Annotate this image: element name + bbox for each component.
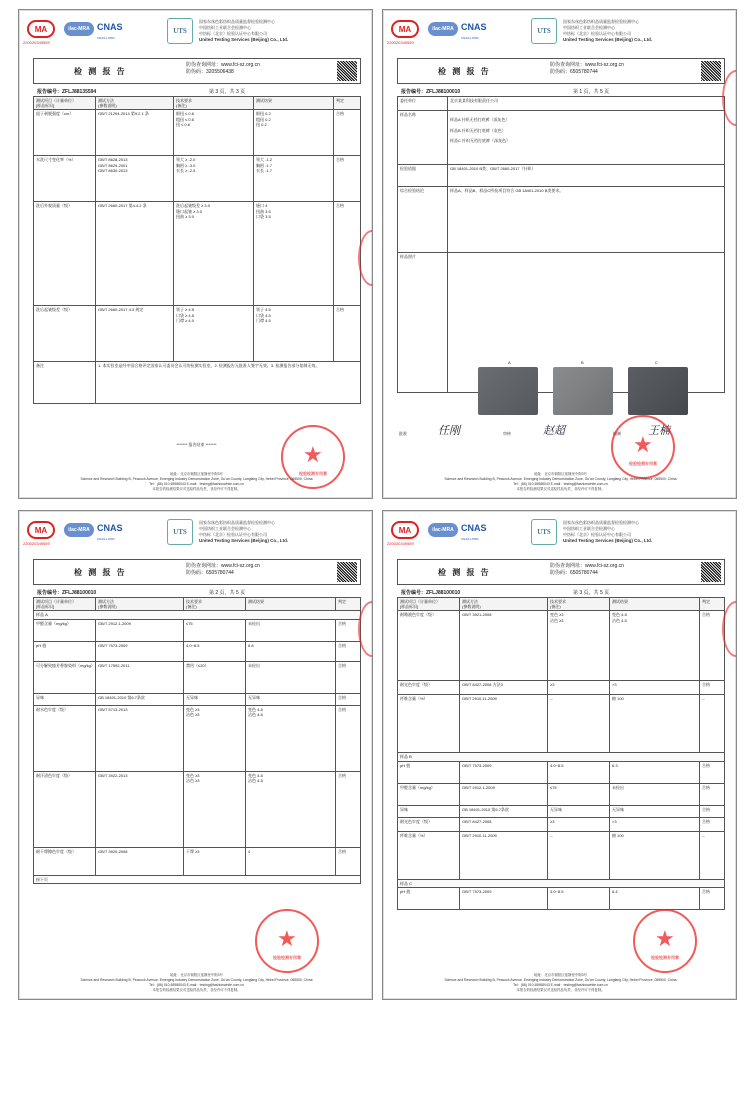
center-name: 国家东丝色彩纺织品质量监督检验检测中心 中国纺织工业联合会检测中心 中纺标（北京）检验认证中心有限公司 United Testing Services (Beijing) Co., Ltd. — [563, 19, 653, 42]
cnas-number: CNAS L0784 — [461, 537, 479, 541]
center-name: 国家东丝色彩纺织品质量监督检验检测中心 中国纺织工业联合会检测中心 中纺标（北京）检验认证中心有限公司 United Testing Services (Beijing) Co., Ltd. — [199, 19, 289, 42]
ilac-logo-icon: ilac-MRA — [428, 523, 458, 537]
page-number: 第 3 页，共 5 页 — [573, 590, 610, 596]
table-row: pH 值 GB/T 7573-2009 4.0~8.5 6.3 合格 — [398, 761, 725, 783]
uts-logo-icon: UTS — [167, 519, 193, 545]
ma-cert-number: 220020349559 — [23, 40, 50, 45]
stamp-star-icon: ★ — [633, 433, 653, 458]
approver-label: 批准 — [399, 431, 407, 436]
sample-label-c: C — [655, 360, 658, 365]
qr-code-icon — [701, 61, 721, 81]
verification-info: 防伪查询网址：www.fci-sz.org.cn 防伪码：3205506438 — [186, 62, 260, 75]
cnas-logo-icon: CNAS — [97, 523, 123, 533]
table-row: 综合检验结论 样品A、样品B、样品C所检项目符合 GB 18401-2010 B类要求。 — [398, 187, 725, 253]
report-end-marker: ******* 报告结束 ******* — [176, 442, 217, 447]
report-title-bar — [33, 58, 361, 84]
stamp-star-icon: ★ — [303, 443, 323, 468]
uts-logo-icon: UTS — [531, 18, 557, 44]
qr-code-icon — [701, 562, 721, 582]
results-table — [397, 597, 725, 910]
cnas-logo-icon: CNAS — [461, 523, 487, 533]
results-table — [33, 597, 361, 884]
approver-signature: 任刚 — [438, 424, 460, 437]
report-title: 检 测 报 告 — [438, 67, 491, 76]
page-number: 第 2 页，共 5 页 — [209, 590, 246, 596]
ilac-logo-icon: ilac-MRA — [64, 523, 94, 537]
report-number: 报告编号：ZFLJ88100010 — [401, 89, 461, 95]
report-footer: 地址：北京市朝阳区延静里中街3号 Science and Research Building B, Peacock Avenue, Emerging Industry Demonstration Zone, Gu'an County, Langfang City, Hebei Province, 065500, China Tel：(86) 010-65988043 E-mail：testing@fashionwhite.com.cn 本报告的检测结果仅对送检样品负责，非经许可不得复制。 — [444, 973, 677, 992]
cnas-number: CNAS L0784 — [97, 537, 115, 541]
verification-info: 防伪查询网址：www.fci-sz.org.cn 防伪码：6505780744 — [550, 62, 624, 75]
report-number: 报告编号：ZFLJ88100010 — [37, 590, 97, 596]
ma-logo-icon: MA — [27, 521, 55, 539]
table-row: 洗后起皱级差（级） GB/T 2660-2017 4.3 规定 领子 ≥ 4.5 口袋 ≥ 4.5 门襟 ≥ 4.0 领子 4.5 口袋 4.5 门襟 4.5 合格 — [34, 306, 361, 362]
table-row: 耐汗渍色牢度（级） GB/T 3922-2013 变色 ≥3 沾色 ≥3 变色 4-5 沾色 4-5 合格 — [34, 771, 361, 847]
report-page-4 — [382, 510, 737, 1000]
report-title-bar — [33, 559, 361, 585]
ma-logo-icon: MA — [27, 20, 55, 38]
table-row: 异味 GB 18401-2010 第6.7条款 无异味 无异味 合格 — [34, 693, 361, 705]
ma-logo-icon: MA — [391, 521, 419, 539]
sample-heading-row: 样品 C — [398, 879, 725, 887]
report-header — [383, 511, 736, 555]
table-row: 耐光色牢度（级） GB/T 8427-2008 方法3 ≥3 >3 合格 — [398, 681, 725, 695]
table-row: 异味 GB 18401-2010 第6.7条款 无异味 无异味 合格 — [398, 805, 725, 817]
table-row: 样品名称 样品A 针织无裆打底裤（深灰色） 样品B 针织无裆打底裤（灰色） 样品C 针织无裆打底裤（深灰色） — [398, 111, 725, 165]
uts-logo-icon: UTS — [531, 519, 557, 545]
uts-logo-icon: UTS — [167, 18, 193, 44]
report-title-bar — [397, 559, 725, 585]
report-title: 检 测 报 告 — [74, 67, 127, 76]
page-number: 第 3 页，共 3 页 — [209, 89, 246, 95]
table-row: 甲醛含量（mg/kg） GB/T 2912.1-2009 ≤75 未检出 合格 — [34, 619, 361, 641]
official-stamp: ★ 检验检测专用章 — [611, 415, 675, 479]
center-name: 国家东丝色彩纺织品质量监督检验检测中心 中国纺织工业联合会检测中心 中纺标（北京）检验认证中心有限公司 United Testing Services (Beijing) Co., Ltd. — [563, 520, 653, 543]
table-row: 耐干摩擦色牢度（级） GB/T 3920-2008 干摩 ≥3 4 合格 — [34, 847, 361, 875]
qr-code-icon — [337, 562, 357, 582]
table-header-row: 测试项目（计量单位） [样品标识] 测试方法 (参数说明) 技术要求 (备注) 测试结果 判定 — [34, 598, 361, 611]
table-row: 样品照片 — [398, 253, 725, 393]
cnas-number: CNAS L0784 — [461, 36, 479, 40]
table-row: 耐水色牢度（级） GB/T 5713-2013 变色 ≥3 沾色 ≥3 变色 4-5 沾色 4-5 合格 — [34, 705, 361, 771]
results-table — [33, 96, 361, 404]
center-name: 国家东丝色彩纺织品质量监督检验检测中心 中国纺织工业联合会检测中心 中纺标（北京）检验认证中心有限公司 United Testing Services (Beijing) Co., Ltd. — [199, 520, 289, 543]
table-header-row: 测试项目（计量单位） [样品标识] 测试方法 (参数说明) 技术要求 (备注) 测试结果 判定 — [34, 97, 361, 110]
ilac-logo-icon: ilac-MRA — [428, 22, 458, 36]
stamp-star-icon: ★ — [655, 927, 675, 952]
ma-logo-icon: MA — [391, 20, 419, 38]
sample-heading-row: 样品 B — [398, 753, 725, 761]
report-footer: 地址：北京市朝阳区延静里中街3号 Science and Research Building B, Peacock Avenue, Emerging Industry Demonstration Zone, Gu'an County, Langfang City, Hebei Province, 065500, China Tel：(86) 010-65988043 E-mail：testing@fashionwhite.com.cn 本报告的检测结果仅对送检样品负责，非经许可不得复制。 — [80, 973, 313, 992]
report-number: 报告编号：ZFLJ88100010 — [401, 590, 461, 596]
official-stamp: ★ 检验检测专用章 — [255, 909, 319, 973]
table-row: 耐唾液色牢度（级） GB/T 3921-2008 变色 ≥3 沾色 ≥3 变色 4-5 沾色 4-5 合格 — [398, 611, 725, 681]
report-page-2 — [382, 9, 737, 499]
sample-heading-row: 样品 A — [34, 611, 361, 619]
table-row: pH 值 GB/T 7573-2009 4.0~8.5 6.8 合格 — [34, 641, 361, 661]
table-row: 检验依据 GB 18401-2010 B类；GB/T 2660-2017（针织） — [398, 165, 725, 187]
sample-photo-c — [628, 367, 688, 415]
report-page-1 — [18, 9, 373, 499]
table-row: pH 值 GB/T 7573-2009 4.0~8.5 6.4 合格 — [398, 887, 725, 909]
report-header — [19, 511, 372, 555]
editor-signature: 王楠 — [648, 424, 670, 437]
cnas-logo-icon: CNAS — [461, 22, 487, 32]
ma-cert-number: 220020349559 — [387, 541, 414, 546]
table-row: 纤维含量（%） GB/T 2910.11-2009 -- 棉 100 -- — [398, 695, 725, 753]
notes-row: 备注 1. 本实验室是经中国合格评定国家认可委员会认可的检测实验室。2. 检测报告无批准人签字无效。3. 检测报告部分复制无效。 — [34, 362, 361, 404]
cnas-logo-icon: CNAS — [97, 22, 123, 32]
table-row: 紐子剥脱强度（cm） GB/T 21294-2014 第9.2.1 条 细扭 ≤ 0.6 粗扭 ≤ 0.6 扭 ≤ 0.6 细扭 0.2 粗扭 0.2 扭 0.2 合格 — [34, 110, 361, 156]
verification-info: 防伪查询网址：www.fci-sz.org.cn 防伪码：6505780744 — [550, 563, 624, 576]
cnas-number: CNAS L0784 — [97, 36, 115, 40]
verification-info: 防伪查询网址：www.fci-sz.org.cn 防伪码：6505780744 — [186, 563, 260, 576]
reviewer-signature: 赵超 — [543, 424, 565, 437]
official-stamp: ★ 检验检测专用章 — [281, 425, 345, 489]
report-footer: 地址：北京市朝阳区延静里中街3号 Science and Research Building B, Peacock Avenue, Emerging Industry Demonstration Zone, Gu'an County, Langfang City, Hebei Province, 065500, China Tel：(86) 010-65988043 E-mail：testing@fashionwhite.com.cn 本报告的检测结果仅对送检样品负责，非经许可不得复制。 — [80, 472, 313, 491]
report-title-bar — [397, 58, 725, 84]
editor-label: 编制 — [613, 431, 621, 436]
table-row: 洗后外观质量（级） GB/T 2660-2017 第4.4.2 条 洗后起皱级差 ≥ 3.0 缝口起皱 ≥ 3.0 扭曲 ≥ 3.0 缝口 4 扭曲 3.5 口袋 3.5 合格 — [34, 202, 361, 306]
ma-cert-number: 220020349559 — [387, 40, 414, 45]
table-row: 水洗尺寸变化率（%） GB/T 8628-2013 GB/T 8629-2001 GB/T 8630-2013 领大 ≥ -2.0 胸围 ≥ -3.0 衣长 ≥ -2.5 领大 -1.2 胸围 -1.7 衣长 -1.7 合格 — [34, 156, 361, 202]
official-stamp: ★ 检验检测专用章 — [633, 909, 697, 973]
report-title: 检 测 报 告 — [438, 568, 491, 577]
ilac-logo-icon: ilac-MRA — [64, 22, 94, 36]
continue-row: 接下页 — [34, 875, 361, 883]
report-footer: 地址：北京市朝阳区延静里中街3号 Science and Research Building B, Peacock Avenue, Emerging Industry Demonstration Zone, Gu'an County, Langfang City, Hebei Province, 065500, China Tel：(86) 010-65988043 E-mail：testing@fashionwhite.com.cn 本报告的检测结果仅对送检样品负责，非经许可不得复制。 — [444, 472, 677, 491]
sample-photo-b — [553, 367, 613, 415]
sample-label-a: A — [508, 360, 511, 365]
qr-code-icon — [337, 61, 357, 81]
report-header — [19, 10, 372, 54]
report-page-3 — [18, 510, 373, 1000]
report-header — [383, 10, 736, 54]
report-title: 检 测 报 告 — [74, 568, 127, 577]
reviewer-label: 审核 — [503, 431, 511, 436]
table-row: 委托单位 北京某某科技有限责任公司 — [398, 97, 725, 111]
ma-cert-number: 220020349559 — [23, 541, 50, 546]
table-row: 可分解致癌芳香胺染料（mg/kg） GB/T 17592-2011 禁用（≤20） 未检出 合格 — [34, 661, 361, 693]
table-row: 耐光色牢度（级） GB/T 8427-2008 ≥3 >3 合格 — [398, 817, 725, 831]
page-number: 第 1 页，共 5 页 — [573, 89, 610, 95]
table-row: 纤维含量（%） GB/T 2910.11-2009 -- 棉 100 -- — [398, 831, 725, 879]
table-row: 甲醛含量（mg/kg） GB/T 2912.1-2009 ≤75 未检出 合格 — [398, 783, 725, 805]
table-header-row: 测试项目（计量单位） [样品标识] 测试方法 (参数说明) 技术要求 (备注) 测试结果 判定 — [398, 598, 725, 611]
stamp-star-icon: ★ — [277, 927, 297, 952]
report-number: 报告编号：ZFLJ88135594 — [37, 89, 97, 95]
sample-photo-a — [478, 367, 538, 415]
info-table — [397, 96, 725, 393]
sample-label-b: B — [581, 360, 584, 365]
